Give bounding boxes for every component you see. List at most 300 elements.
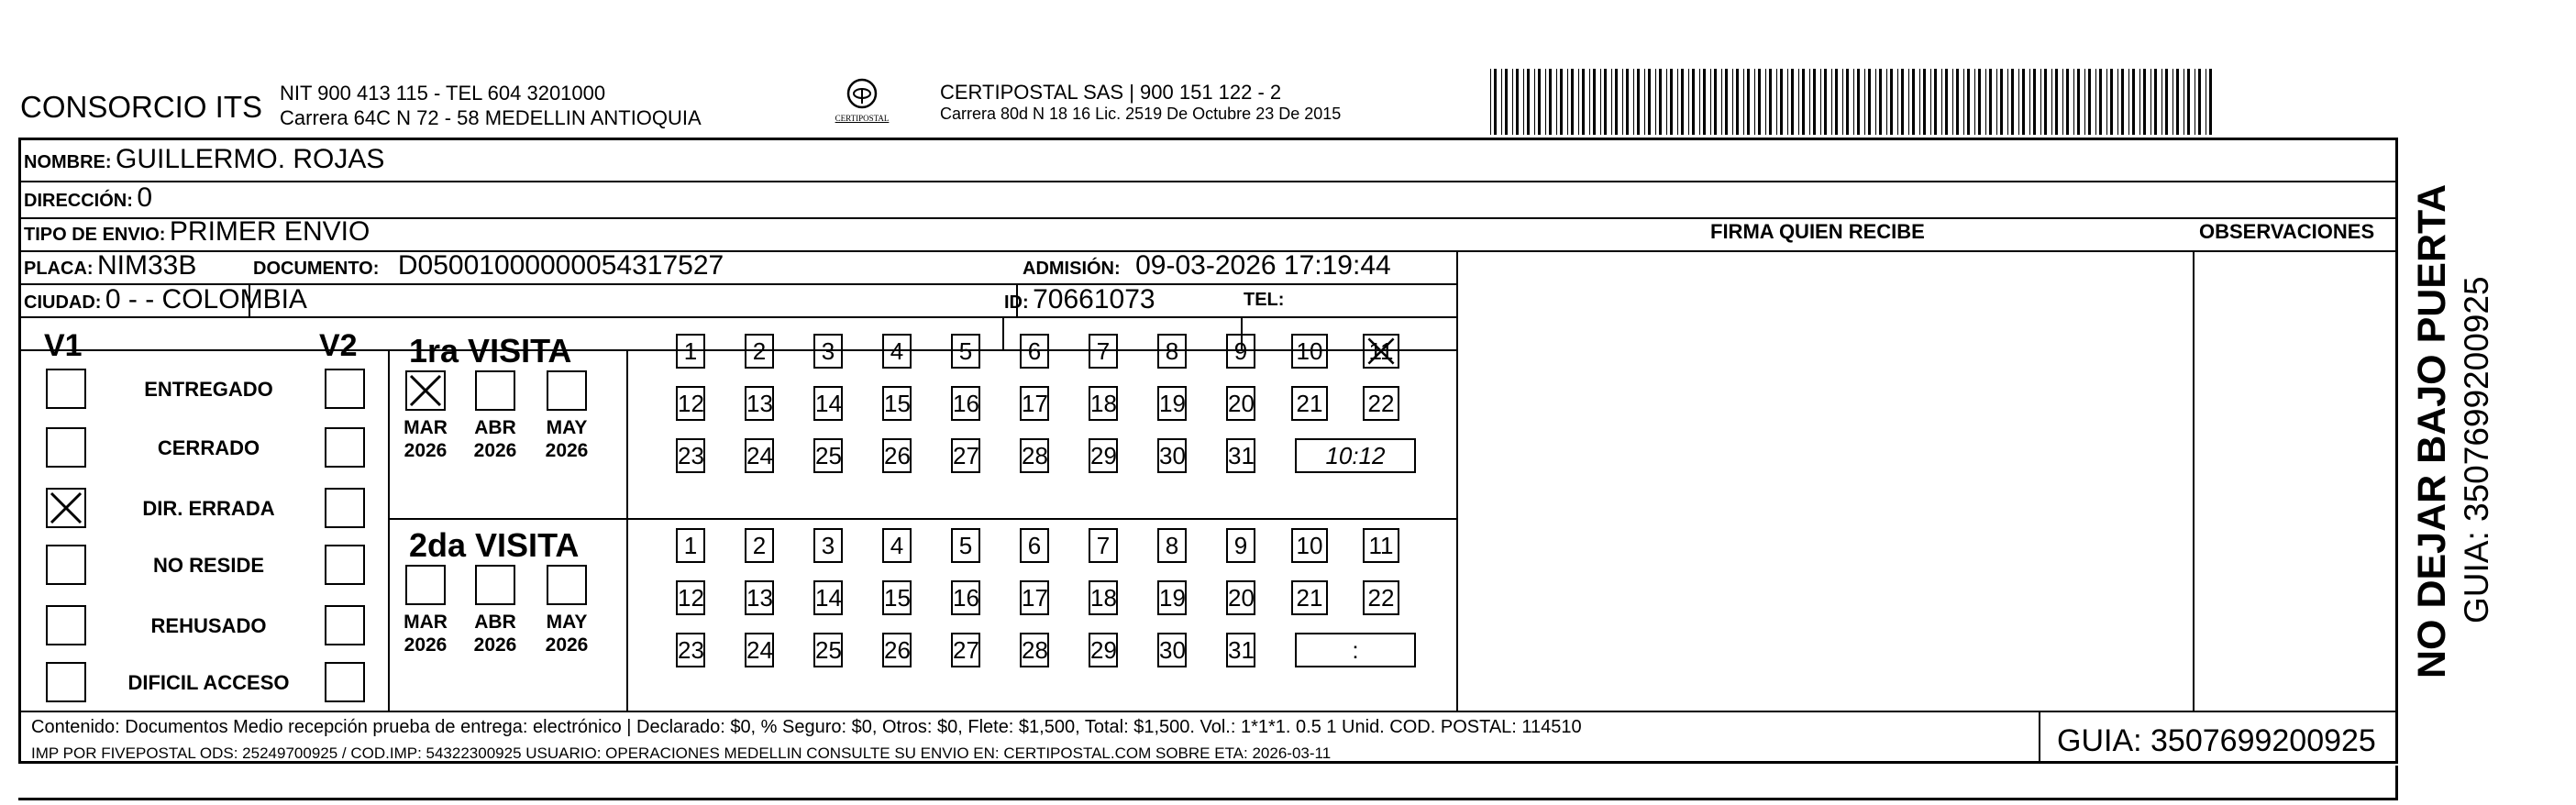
month-year: 2026 [473, 634, 517, 656]
day-cell[interactable] [813, 580, 843, 615]
barcode-bar [1978, 69, 1981, 135]
day-number: 12 [678, 584, 704, 612]
day-cell[interactable] [1089, 386, 1118, 421]
day-number: 24 [746, 442, 773, 469]
barcode-bar [2176, 69, 2179, 135]
day-cell[interactable] [1157, 334, 1187, 369]
day-number: 13 [746, 390, 773, 417]
barcode-bar [1600, 69, 1601, 135]
day-number: 6 [1027, 337, 1042, 365]
day-number: 9 [1233, 337, 1248, 365]
barcode-bar [1813, 69, 1816, 135]
day-cell[interactable] [1089, 334, 1118, 369]
barcode-bar [1681, 69, 1684, 135]
day-cell[interactable] [676, 334, 705, 369]
barcode-bar [2000, 69, 2003, 135]
day-number: 28 [1022, 442, 1048, 469]
barcode-bar [1974, 69, 1975, 135]
day-cell[interactable] [676, 633, 705, 667]
day-number: 22 [1367, 390, 1395, 417]
barcode-bar [2073, 69, 2074, 135]
day-cell[interactable] [1291, 580, 1328, 615]
status-label: NO RESIDE [152, 554, 265, 577]
day-number: 19 [1159, 390, 1186, 417]
barcode-bar [1545, 69, 1546, 135]
day-cell[interactable] [1157, 528, 1187, 563]
barcode-bar [1776, 69, 1777, 135]
barcode-bar [1945, 69, 1948, 135]
day-cell[interactable] [1157, 633, 1187, 667]
shadow-frame [18, 766, 2398, 800]
month-label [400, 416, 451, 462]
month-year: 2026 [404, 440, 448, 461]
documento-label: DOCUMENTO: [253, 259, 380, 279]
month-label [400, 611, 451, 656]
day-cell[interactable] [745, 438, 774, 473]
barcode-bar [1996, 69, 1997, 135]
barcode-bar [1824, 69, 1827, 135]
barcode-bar [2022, 69, 2025, 135]
certipostal-logo-icon [844, 78, 880, 109]
barcode-bar [2132, 69, 2135, 135]
x-mark-icon [48, 490, 84, 526]
ciudad-label: CIUDAD: [24, 292, 102, 313]
day-cell[interactable] [745, 528, 774, 563]
barcode-bar [1758, 69, 1761, 135]
barcode-bar [1670, 69, 1673, 135]
logo-text: CERTIPOSTAL [835, 114, 890, 123]
v1-checkbox[interactable] [46, 369, 86, 409]
day-cell[interactable] [1157, 580, 1187, 615]
barcode-bar [1512, 69, 1513, 135]
barcode-bar [2187, 69, 2190, 135]
form-frame [18, 138, 2398, 764]
barcode-bar [2117, 69, 2118, 135]
barcode-bar [1864, 69, 1865, 135]
barcode-bar [1666, 69, 1667, 135]
field-placa [24, 250, 196, 281]
barcode-bar [1886, 69, 1887, 135]
day-cell[interactable] [1226, 438, 1255, 473]
day-number: 17 [1022, 390, 1048, 417]
status-label: ENTREGADO [144, 378, 273, 401]
barcode-bar [1780, 69, 1783, 135]
barcode-bar [1648, 69, 1651, 135]
x-mark-icon [1365, 336, 1398, 367]
month-checkbox[interactable] [475, 370, 515, 411]
day-cell[interactable] [1226, 633, 1255, 667]
day-cell[interactable] [1226, 580, 1255, 615]
day-number: 8 [1165, 337, 1179, 365]
x-mark-icon [407, 372, 444, 409]
day-number: 29 [1090, 636, 1117, 664]
day-number: 27 [953, 442, 979, 469]
day-cell[interactable] [813, 386, 843, 421]
barcode-bar [1908, 69, 1909, 135]
day-number: 21 [1296, 584, 1323, 612]
day-cell[interactable] [882, 386, 912, 421]
v1-checkbox[interactable] [46, 427, 86, 468]
tipo-envio-value: PRIMER ENVIO [169, 216, 370, 247]
documento-value: D05001000000054317527 [397, 250, 724, 281]
month-name: ABR [474, 417, 516, 438]
admision-label: ADMISIÓN: [1023, 259, 1121, 279]
barcode-bar [1879, 69, 1882, 135]
footer-imp-line: IMP POR FIVEPOSTAL ODS: 25249700925 / COD.IMP: 54322300925 USUARIO: OPERACIONES MEDELLIN CONSULTE SU ENVIO EN: CERTIPOSTAL.COM SOBRE ETA: 2026-03-11 [31, 744, 1332, 762]
certipostal-line1: CERTIPOSTAL SAS | 900 151 122 - 2 [940, 81, 1282, 104]
day-number: 16 [953, 584, 979, 612]
barcode-bar [2209, 69, 2212, 135]
barcode-bar [1593, 69, 1596, 135]
day-cell[interactable] [1020, 334, 1049, 369]
day-number: 23 [678, 442, 704, 469]
day-cell[interactable] [1363, 528, 1399, 563]
day-number: 4 [890, 337, 904, 365]
day-number: 5 [958, 532, 973, 559]
barcode-bar [2161, 69, 2162, 135]
month-label [541, 611, 592, 656]
barcode-bar [2143, 69, 2146, 135]
day-cell[interactable] [1089, 438, 1118, 473]
day-cell[interactable] [745, 580, 774, 615]
barcode-bar [1912, 69, 1915, 135]
day-number: 25 [815, 442, 842, 469]
day-number: 30 [1159, 636, 1186, 664]
day-cell[interactable] [1226, 528, 1255, 563]
day-number: 26 [884, 442, 911, 469]
month-year: 2026 [545, 440, 589, 461]
barcode-bar [1798, 69, 1799, 135]
v1-checkbox[interactable] [46, 662, 86, 702]
barcode-bar [1791, 69, 1794, 135]
day-number: 12 [678, 390, 704, 417]
barcode-bar [1611, 69, 1612, 135]
month-year: 2026 [545, 634, 589, 656]
day-cell[interactable] [1089, 580, 1118, 615]
day-number: 29 [1090, 442, 1117, 469]
day-cell[interactable] [745, 633, 774, 667]
barcode-bar [1802, 69, 1805, 135]
day-cell[interactable] [1363, 386, 1399, 421]
month-checkbox[interactable] [475, 565, 515, 605]
day-number: 1 [683, 532, 698, 559]
day-number: 18 [1090, 584, 1117, 612]
v2-checkbox[interactable] [325, 427, 365, 468]
barcode-bar [1589, 69, 1590, 135]
barcode-bar [2095, 69, 2096, 135]
day-cell[interactable] [951, 334, 980, 369]
barcode-bar [1963, 69, 1964, 135]
day-number: 19 [1159, 584, 1186, 612]
month-label [541, 416, 592, 462]
barcode-bar [1868, 69, 1871, 135]
barcode-bar [1527, 69, 1530, 135]
barcode-bar [1985, 69, 1986, 135]
day-cell[interactable] [1291, 528, 1328, 563]
barcode-bar [1846, 69, 1849, 135]
v1-label: V1 [44, 328, 83, 363]
barcode-bar [2007, 69, 2008, 135]
barcode [1490, 69, 2215, 135]
barcode-bar [1615, 69, 1618, 135]
month-year: 2026 [404, 634, 448, 656]
barcode-bar [1787, 69, 1788, 135]
month-name: MAR [404, 417, 448, 438]
month-checkbox[interactable] [405, 565, 446, 605]
barcode-bar [2029, 69, 2030, 135]
barcode-bar [2110, 69, 2113, 135]
barcode-bar [2084, 69, 2085, 135]
day-cell[interactable] [813, 334, 843, 369]
day-number: 9 [1233, 532, 1248, 559]
barcode-bar [1714, 69, 1717, 135]
barcode-bar [1967, 69, 1970, 135]
barcode-bar [1831, 69, 1832, 135]
month-name: MAY [546, 417, 588, 438]
barcode-bar [1534, 69, 1535, 135]
barcode-bar [1578, 69, 1579, 135]
time-value: 10:12 [1325, 442, 1386, 469]
barcode-bar [1875, 69, 1876, 135]
day-number: 26 [884, 636, 911, 664]
barcode-bar [2106, 69, 2107, 135]
certipostal-line2: Carrera 80d N 18 16 Lic. 2519 De Octubre 23 De 2015 [940, 105, 1342, 123]
day-cell[interactable] [1226, 334, 1255, 369]
firma-label: FIRMA QUIEN RECIBE [1710, 220, 1925, 243]
visit1-title: 1ra VISITA [409, 332, 572, 369]
v1-checkbox[interactable] [46, 545, 86, 585]
barcode-bar [2128, 69, 2129, 135]
observaciones-label: OBSERVACIONES [2199, 220, 2375, 243]
day-number: 6 [1027, 532, 1042, 559]
barcode-bar [2051, 69, 2052, 135]
barcode-bar [2198, 69, 2201, 135]
day-number: 14 [815, 390, 842, 417]
day-number: 11 [1368, 532, 1394, 559]
day-cell[interactable] [951, 438, 980, 473]
barcode-bar [1560, 69, 1563, 135]
month-name: MAY [546, 612, 588, 633]
v1-checkbox[interactable] [46, 605, 86, 645]
time-field[interactable] [1295, 633, 1416, 667]
day-cell[interactable] [676, 438, 705, 473]
barcode-bar [2055, 69, 2058, 135]
barcode-bar [1853, 69, 1854, 135]
day-cell[interactable] [882, 633, 912, 667]
day-number: 16 [953, 390, 979, 417]
certipostal-info [940, 81, 1341, 124]
barcode-bar [2066, 69, 2069, 135]
day-number: 10 [1296, 337, 1323, 365]
day-number: 17 [1022, 584, 1048, 612]
day-cell[interactable] [1020, 438, 1049, 473]
placa-value: NIM33B [97, 250, 197, 281]
day-cell[interactable] [1089, 633, 1118, 667]
id-value: 70661073 [1033, 284, 1155, 314]
barcode-bar [1736, 69, 1739, 135]
barcode-bar [1490, 69, 1491, 135]
v2-checkbox[interactable] [325, 488, 365, 528]
barcode-bar [1604, 69, 1607, 135]
v2-checkbox[interactable] [325, 545, 365, 585]
day-cell[interactable] [676, 386, 705, 421]
day-cell[interactable] [951, 528, 980, 563]
barcode-bar [1688, 69, 1689, 135]
day-cell[interactable] [1020, 528, 1049, 563]
barcode-bar [1769, 69, 1772, 135]
v2-checkbox[interactable] [325, 662, 365, 702]
admision-value: 09-03-2026 17:19:44 [1135, 250, 1391, 281]
barcode-bar [1582, 69, 1585, 135]
direccion-value: 0 [137, 182, 153, 213]
barcode-bar [1956, 69, 1959, 135]
day-number: 7 [1096, 532, 1111, 559]
day-cell[interactable] [745, 386, 774, 421]
month-name: ABR [474, 612, 516, 633]
day-cell[interactable] [1157, 386, 1187, 421]
day-cell[interactable] [676, 528, 705, 563]
visit2-title: 2da VISITA [409, 526, 580, 564]
day-number: 23 [678, 636, 704, 664]
barcode-bar [1703, 69, 1706, 135]
barcode-bar [1941, 69, 1942, 135]
day-cell[interactable] [882, 580, 912, 615]
v2-checkbox[interactable] [325, 369, 365, 409]
day-cell[interactable] [951, 633, 980, 667]
barcode-bar [1747, 69, 1750, 135]
day-cell[interactable] [1291, 386, 1328, 421]
day-number: 14 [815, 584, 842, 612]
barcode-bar [1655, 69, 1656, 135]
company-address: Carrera 64C N 72 - 58 MEDELLIN ANTIOQUIA [280, 106, 702, 129]
status-label: DIFICIL ACCESO [127, 671, 290, 694]
barcode-bar [2088, 69, 2091, 135]
tipo-envio-label: TIPO DE ENVIO: [24, 225, 166, 245]
day-number: 25 [815, 636, 842, 664]
barcode-bar [1692, 69, 1695, 135]
v2-checkbox[interactable] [325, 605, 365, 645]
barcode-bar [1923, 69, 1926, 135]
month-checkbox[interactable] [547, 565, 587, 605]
day-cell[interactable] [1020, 386, 1049, 421]
barcode-bar [1901, 69, 1904, 135]
barcode-bar [1934, 69, 1937, 135]
time-value: : [1352, 636, 1359, 664]
no-dejar-bajo-puerta: NO DEJAR BAJO PUERTA [2410, 183, 2454, 678]
footer-content-line: Contenido: Documentos Medio recepción prueba de entrega: electrónico | Declarado: $0, % Seguro: $0, Otros: $0, Flete: $1,500, Total: $1,500. Vol.: 1*1*1. 0.5 1 Unid. COD. POSTAL: 114510 [31, 717, 1582, 737]
barcode-bar [1501, 69, 1502, 135]
month-label [470, 416, 521, 462]
day-cell[interactable] [1363, 334, 1399, 369]
v2-label: V2 [319, 328, 358, 363]
barcode-bar [1842, 69, 1843, 135]
barcode-bar [1538, 69, 1541, 135]
day-number: 20 [1228, 584, 1255, 612]
day-number: 28 [1022, 636, 1048, 664]
barcode-bar [2044, 69, 2047, 135]
day-cell[interactable] [882, 438, 912, 473]
day-cell[interactable] [813, 633, 843, 667]
tel-label: TEL: [1244, 290, 1285, 310]
barcode-bar [1820, 69, 1821, 135]
day-cell[interactable] [1291, 334, 1328, 369]
day-cell[interactable] [813, 438, 843, 473]
barcode-bar [1732, 69, 1733, 135]
month-checkbox[interactable] [405, 370, 446, 411]
day-cell[interactable] [1020, 633, 1049, 667]
day-cell[interactable] [951, 580, 980, 615]
day-number: 3 [821, 532, 835, 559]
day-cell[interactable] [882, 528, 912, 563]
barcode-bar [1633, 69, 1634, 135]
barcode-bar [1930, 69, 1931, 135]
day-cell[interactable] [882, 334, 912, 369]
field-nombre [24, 144, 384, 175]
day-number: 21 [1296, 390, 1323, 417]
day-cell[interactable] [676, 580, 705, 615]
time-field[interactable] [1295, 438, 1416, 473]
barcode-bar [1622, 69, 1623, 135]
status-label: REHUSADO [150, 614, 267, 637]
barcode-bar [1897, 69, 1898, 135]
month-label [470, 611, 521, 656]
barcode-bar [1809, 69, 1810, 135]
day-number: 4 [890, 532, 904, 559]
barcode-bar [2018, 69, 2019, 135]
day-number: 15 [884, 584, 911, 612]
ciudad-value: 0 - - COLOMBIA [105, 284, 307, 314]
month-checkbox[interactable] [547, 370, 587, 411]
nombre-value: GUILLERMO. ROJAS [116, 144, 385, 174]
barcode-bar [1765, 69, 1766, 135]
barcode-bar [1571, 69, 1574, 135]
day-cell[interactable] [1020, 580, 1049, 615]
barcode-bar [2040, 69, 2041, 135]
field-ciudad [24, 284, 307, 315]
barcode-bar [1710, 69, 1711, 135]
day-number: 18 [1090, 390, 1117, 417]
barcode-bar [1989, 69, 1992, 135]
barcode-bar [1659, 69, 1662, 135]
barcode-bar [1721, 69, 1722, 135]
day-cell[interactable] [951, 386, 980, 421]
barcode-bar [2011, 69, 2014, 135]
day-cell[interactable] [1226, 386, 1255, 421]
day-cell[interactable] [813, 528, 843, 563]
day-number: 7 [1096, 337, 1111, 365]
status-label: DIR. ERRADA [142, 497, 275, 520]
barcode-bar [1516, 69, 1519, 135]
barcode-bar [1890, 69, 1893, 135]
field-tel [1244, 290, 1284, 311]
day-number: 5 [958, 337, 973, 365]
barcode-bar [1857, 69, 1860, 135]
barcode-bar [2062, 69, 2063, 135]
barcode-bar [1743, 69, 1744, 135]
day-number: 8 [1165, 532, 1179, 559]
company-nit-tel: NIT 900 413 115 - TEL 604 3201000 [280, 82, 606, 105]
day-cell[interactable] [1157, 438, 1187, 473]
field-id [1004, 284, 1155, 315]
day-cell[interactable] [1089, 528, 1118, 563]
day-cell[interactable] [1363, 580, 1399, 615]
barcode-bar [2172, 69, 2173, 135]
day-cell[interactable] [745, 334, 774, 369]
v1-checkbox[interactable] [46, 488, 86, 528]
field-tipo-envio [24, 216, 370, 248]
barcode-bar [1835, 69, 1838, 135]
day-number: 1 [683, 337, 698, 365]
